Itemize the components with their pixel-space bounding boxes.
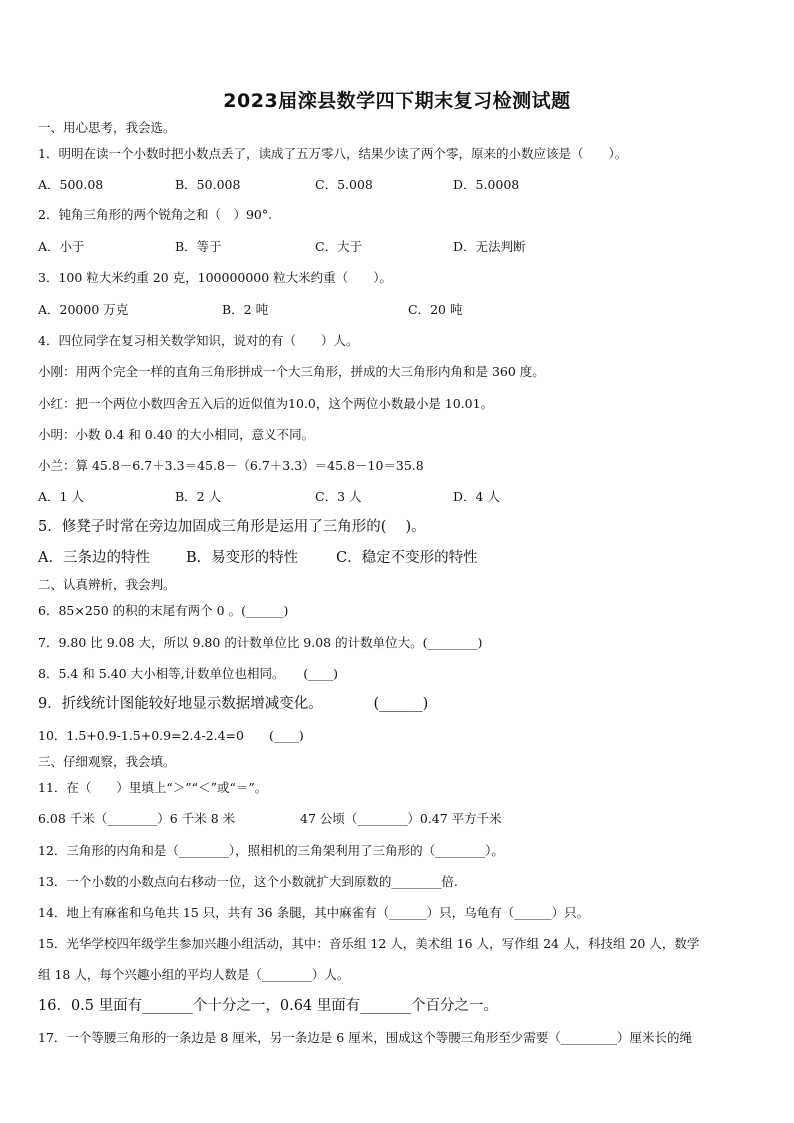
q3-option-b: B．2 吨 bbox=[222, 302, 269, 317]
page-title: 2023届滦县数学四下期末复习检测试题 bbox=[223, 90, 571, 112]
q11-item-a: 6.08 千米（________）6 千米 8 米 bbox=[38, 811, 236, 826]
q1-option-d: D．5.0008 bbox=[453, 177, 520, 192]
q3-option-a: A．20000 万克 bbox=[38, 302, 129, 317]
q4-statement-xiaogang: 小刚：用两个完全一样的直角三角形拼成一个大三角形，拼成的大三角形内角和是 360 度。 bbox=[38, 364, 545, 379]
q2-option-c: C．大于 bbox=[315, 239, 363, 254]
q4-statement-xiaohong: 小红：把一个两位小数四舍五入后的近似值为10.0，这个两位小数最小是 10.01。 bbox=[38, 396, 494, 411]
section-3-heading: 三、仔细观察，我会填。 bbox=[38, 754, 176, 769]
question-8: 8．5.4 和 5.40 大小相等,计数单位也相同。 (____) bbox=[38, 666, 339, 681]
q1-option-c: C．5.008 bbox=[315, 177, 373, 192]
question-11: 11．在（ ）里填上“＞”“＜”或“＝”。 bbox=[38, 780, 268, 795]
q4-statement-xiaolan: 小兰：算 45.8－6.7＋3.3＝45.8－（6.7＋3.3）＝45.8－10＝35.8 bbox=[38, 458, 424, 473]
q2-option-d: D．无法判断 bbox=[453, 239, 526, 254]
q5-option-c: C．稳定不变形的特性 bbox=[336, 550, 478, 566]
question-10: 10．1.5+0.9-1.5+0.9=2.4-2.4=0 (____) bbox=[38, 728, 304, 743]
q3-option-c: C．20 吨 bbox=[408, 302, 463, 317]
question-13: 13．一个小数的小数点向右移动一位，这个小数就扩大到原数的________倍. bbox=[38, 874, 458, 889]
q5-option-a: A．三条边的特性 bbox=[38, 550, 150, 566]
question-1: 1．明明在读一个小数时把小数点丢了，读成了五万零八，结果少读了两个零，原来的小数应该是（ ）。 bbox=[38, 146, 628, 161]
question-9: 9．折线统计图能较好地显示数据增减变化。 (______) bbox=[38, 696, 429, 712]
q4-option-b: B．2 人 bbox=[175, 489, 222, 504]
q1-option-a: A．500.08 bbox=[38, 177, 104, 192]
question-4: 4．四位同学在复习相关数学知识，说对的有（ ）人。 bbox=[38, 333, 359, 348]
question-16: 16．0.5 里面有_______个十分之一，0.64 里面有_______个百分之一。 bbox=[38, 998, 499, 1014]
q2-option-a: A．小于 bbox=[38, 239, 85, 254]
q1-option-b: B．50.008 bbox=[175, 177, 241, 192]
question-17: 17．一个等腰三角形的一条边是 8 厘米，另一条边是 6 厘米，围成这个等腰三角形至少需要（_________）厘米长的绳 bbox=[38, 1030, 692, 1045]
section-1-heading: 一、用心思考，我会选。 bbox=[38, 120, 176, 135]
question-15-line-2: 组 18 人，每个兴趣小组的平均人数是（________）人。 bbox=[38, 967, 350, 982]
question-12: 12．三角形的内角和是（________），照相机的三角架利用了三角形的（________）。 bbox=[38, 843, 504, 858]
question-2: 2．钝角三角形的两个锐角之和（ ）90°. bbox=[38, 207, 273, 222]
question-3: 3．100 粒大米约重 20 克，100000000 粒大米约重（ ）。 bbox=[38, 270, 392, 285]
q4-option-d: D．4 人 bbox=[453, 489, 500, 504]
q11-item-b: 47 公顷（________）0.47 平方千米 bbox=[300, 811, 502, 826]
q4-option-a: A．1 人 bbox=[38, 489, 84, 504]
q4-statement-xiaoming: 小明：小数 0.4 和 0.40 的大小相同，意义不同。 bbox=[38, 427, 315, 442]
question-15-line-1: 15．光华学校四年级学生参加兴趣小组活动，其中：音乐组 12 人，美术组 16 人，写作组 24 人，科技组 20 人，数学 bbox=[38, 936, 700, 951]
question-14: 14．地上有麻雀和乌龟共 15 只，共有 36 条腿，其中麻雀有（______）只，乌龟有（______）只。 bbox=[38, 905, 590, 920]
question-5: 5．修凳子时常在旁边加固成三角形是运用了三角形的( )。 bbox=[38, 519, 426, 535]
question-7: 7．9.80 比 9.08 大，所以 9.80 的计数单位比 9.08 的计数单位大。(________) bbox=[38, 635, 483, 650]
question-6: 6．85×250 的积的末尾有两个 0 。(______) bbox=[38, 603, 289, 618]
q2-option-b: B．等于 bbox=[175, 239, 222, 254]
section-2-heading: 二、认真辨析，我会判。 bbox=[38, 577, 176, 592]
q4-option-c: C．3 人 bbox=[315, 489, 362, 504]
q5-option-b: B．易变形的特性 bbox=[186, 550, 299, 566]
